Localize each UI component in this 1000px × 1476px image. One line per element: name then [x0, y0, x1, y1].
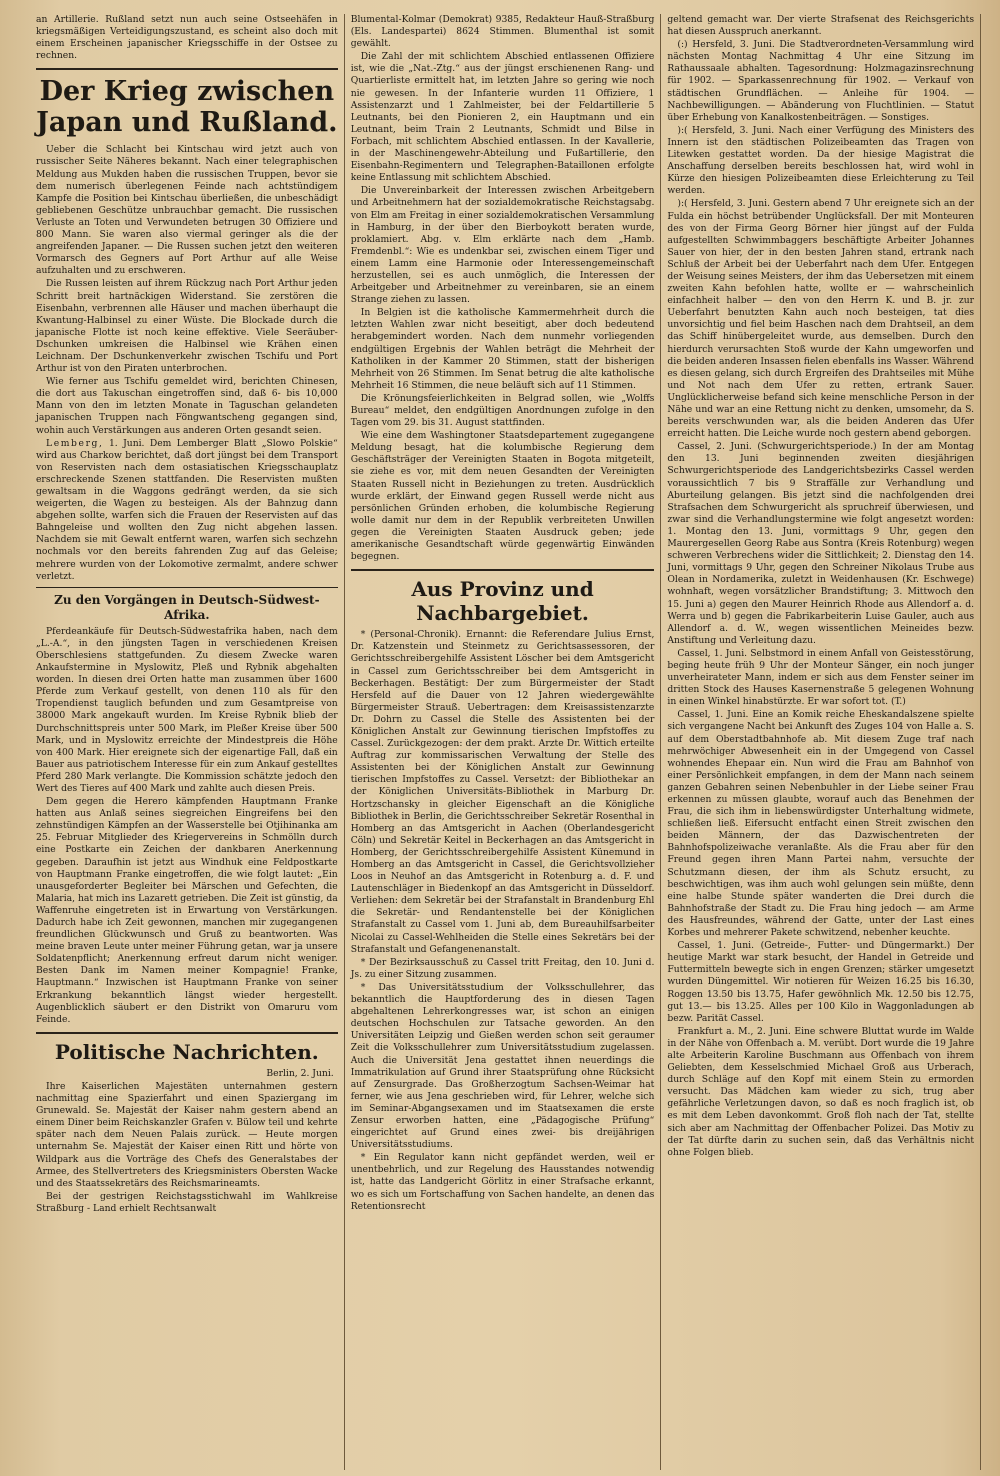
paragraph: In Belgien ist die katholische Kammermehrheit durch die letzten Wahlen zwar nicht beseitigt, aber doch bedeutend herabgemindert worden. Nach dem nunmehr vorliegenden endgültigen Ergebnis der Wahlen beträgt die Mehrheit der Katholiken in der Kammer 20 Stimmen, statt der bisherigen Mehrheit von 26 Stimmen. Im Senat betrug die alte katholische Mehrheit 16 Stimmen, die neue beläuft sich auf 11 Stimmen. [350, 307, 655, 391]
dateline: Berlin, 2. Juni. [266, 1067, 334, 1079]
paragraph: Pferdeankäufe für Deutsch-Südwestafrika haben, nach dem „L.-A.“, in den jüngsten Tagen in verschiedenen Kreisen Oberschlesiens stattgefunden. Zu diesem Zwecke waren Ankaufstermine in Myslowitz, Pleß und Rybnik abgehalten worden. In diesen drei Orten hatte man zusammen über 1600 Pferde zum Verkauf gestellt, von denen 110 als für den Tropendienst tauglich befunden und zum Gesamtpreise von 38000 Mark angekauft wurden. Im Kreise Rybnik blieb der Durchschnittspreis unter 500 Mark, im Pleßer Kreise über 500 Mark, und in Myslowitz erreichte der Mindestpreis die Höhe von 400 Mark. Hier ereignete sich der eigenartige Fall, daß ein Bauer aus patriotischem Interesse für ein zum Ankauf gestelltes Pferd 280 Mark verlangte. Die Kommission schätzte jedoch den Wert des Tieres auf 400 Mark und zahlte auch diesen Preis. [36, 625, 338, 794]
paragraph: Cassel, 1. Juni. (Getreide-, Futter- und Düngermarkt.) Der heutige Markt war stark besucht, der Handel in Getreide und Futtermitteln bewegte sich in engen Grenzen; stärker umgesetzt wurden Düngemittel. Wir notieren für Weizen 16.25 bis 16.30, Roggen 13.50 bis 13.75, Hafer gewöhnlich Mk. 12.50 bis 12.75, gut 13.— bis 13.25. Alles per 100 Kilo in Waggonladungen ab bezw. Parität Cassel. [667, 940, 975, 1024]
headline-political-news: Politische Nachrichten. [36, 1032, 338, 1064]
paragraph: * Das Universitätsstudium der Volksschullehrer, das bekanntlich die Hauptforderung des in diesen Tagen abgehaltenen Lehrerkongresses war, ist schon an einigen deutschen Hochschulen zur Tatsache geworden. An den Universitäten Leipzig und Gießen werden schon seit geraumer Zeit die Volksschullehrer zum Universitätsstudium zugelassen. Auch die Universität Jena gestattet ihnen neuerdings die Immatrikulation auf Grund ihrer Staatsprüfung ohne Rücksicht auf Zensurgrade. Das Großherzogtum Sachsen-Weimar hat ferner, wie aus Jena geschrieben wird, für Lehrer, welche sich im Seminar-Abgangsexamen und im Staatsexamen die erste Zensur erworben hatten, eine „Pädagogische Prüfung“ eingerichtet auf Grund eines zwei- bis dreijährigen Universitätsstudiums. [350, 981, 655, 1151]
column-2 [344, 14, 661, 1470]
paragraph: Die Krönungsfeierlichkeiten in Belgrad sollen, wie „Wolffs Bureau“ meldet, den endgültigen Anordnungen zufolge in den Tagen vom 29. bis 31. August stattfinden. [350, 392, 655, 429]
paragraph: Frankfurt a. M., 2. Juni. Eine schwere Bluttat wurde im Walde in der Nähe von Offenbach a. M. verübt. Dort wurde die 19 Jahre alte Arbeiterin Karoline Buschmann aus Offenbach von ihrem Geliebten, dem Kesselschmied Michael Groß aus Urberach, durch Schläge auf den Kopf mit einem Stein zu ermorden versucht. Das Mädchen kam wieder zu sich, trug aber gefährliche Verletzungen davon, so daß es noch fraglich ist, ob es mit dem Leben davonkommt. Groß floh nach der Tat, stellte sich aber am Nachmittag der Offenbacher Polizei. Das Motiv zu der Tat dürfte darin zu suchen sein, daß das Verhältnis nicht ohne Folgen blieb. [667, 1025, 975, 1158]
article-continuation: an Artillerie. Rußland setzt nun auch seine Ostseehäfen in kriegsmäßigen Verteidigungszustand, es scheint also doch mit einem Erscheinen japanischer Kriegsschiffe in der Ostsee zu rechnen. [36, 14, 338, 62]
paragraph: Die Russen leisten auf ihrem Rückzug nach Port Arthur jeden Schritt breit hartnäckigen Widerstand. Sie zerstören die Eisenbahn, verbrennen alle Häuser und machen überhaupt die Kwantung-Halbinsel zu einer Wüste. Die Blockade durch die japanische Flotte ist noch keine effektive. Viele Seeräuber-Dschunken umkreisen die Halbinsel wie Krähen einen Leichnam. Der Dschunkenverkehr zwischen Tschifu und Port Arthur ist von den Piraten unterbrochen. [36, 278, 338, 375]
paragraph: ):( Hersfeld, 3. Juni. Nach einer Verfügung des Ministers des Innern ist den städtischen Polizeibeamten das Tragen von Litewken gestattet worden. Da der hiesige Magistrat die Anschaffung derselben bereits beschlossen hat, wird wohl in Kürze den hiesigen Polizeibeamten diese Erleichterung zu Teil werden. [667, 124, 975, 197]
article-continuation: geltend gemacht war. Der vierte Strafsenat des Reichsgerichts hat diesen Ausspruch anerkannt. [667, 14, 975, 38]
headline-province: Aus Provinz und Nachbargebiet. [351, 569, 655, 625]
cropped-next-column [980, 14, 992, 1470]
paragraph: * (Personal-Chronik). Ernannt: die Referendare Julius Ernst, Dr. Katzenstein und Steinmetz zu Gerichtsassessoren, der Gerichtsschreibergehilfe Assistent Löscher bei dem Amtsgericht in Cassel zum Gerichtsschreiber bei dem Amtsgericht in Beckerhagen. Bestätigt: Der zum Bürgermeister der Stadt Hersfeld auf die Dauer von 12 Jahren wiedergewählte Bürgermeister Strauß. Uebertragen: dem Kreisassistenzarzte Dr. Dohrn zu Cassel die Stelle des Assistenten bei der Königlichen Anstalt zur Gewinnung tierischen Impfstoffes zu Cassel. Zurückgezogen: der dem prakt. Arzte Dr. Wittich erteilte Auftrag zur kommissarischen Verwaltung der Stelle des Assistenten bei der Königlichen Anstalt zur Gewinnung tierischen Impfstoffes zu Cassel. Versetzt: der Bibliothekar an der Königlichen Universitäts-Bibliothek in Marburg Dr. Hortzschansky in gleicher Eigenschaft an die Königliche Bibliothek in Berlin, die Gerichtsschreiber Sekretär Rosenthal in Homberg an das Amtsgericht in Aachen (Oberlandesgericht Cöln) und Sekretär Keitel in Beckerhagen an das Amtsgericht in Homberg, der Gerichtsschreibergehilfe Assistent Künemund in Homberg an das Amtsgericht in Cassel, die Gerichtsvollzieher Loos in Neuhof an das Amtsgericht in Rotenburg a. d. F. und Lautenschläger in Biedenkopf an das Amtsgericht in Düsseldorf. Verliehen: dem Sekretär bei der Strafanstalt in Brandenburg Ehl die Sekretär- und Rendantenstelle bei der Königlichen Strafanstalt zu Cassel vom 1. Juni ab, dem Bureauhilfsarbeiter Nicolai zu Cassel-Wehlheiden die Stelle eines Sekretärs bei der Strafanstalt und Gefangenenanstalt. [350, 629, 655, 955]
paragraph: * Ein Regulator kann nicht gepfändet werden, weil er unentbehrlich, und zur Regelung des Hausstandes notwendig ist, hatte das Landgericht Görlitz in einer Strafsache erkannt, wo es sich um Fortschaffung von Sachen handelte, an denen das Retentionsrecht [350, 1152, 655, 1212]
paragraph: (:) Hersfeld, 3. Juni. Die Stadtverordneten-Versammlung wird nächsten Montag Nachmittag 4 Uhr eine Sitzung im Rathaussaale abhalten. Tagesordnung: Holzmagazinsrechnung für 1902. — Sparkassenrechnung für 1902. — Verkauf von städtischen Grundflächen. — Anleihe für 1904. — Nachbewilligungen. — Abänderung von Fluchtlinien. — Statut über Erhebung von Kanalkostenbeiträgen. — Sonstiges. [667, 39, 975, 123]
headline-war: Der Krieg zwischen Japan und Rußland. [36, 68, 338, 138]
column-1 [30, 14, 344, 1470]
paragraph [36, 438, 338, 583]
paragraph: Wie ferner aus Tschifu gemeldet wird, berichten Chinesen, die dort aus Takuschan eingetroffen sind, daß 6- bis 10,000 Mann von den im letzten Monate in Taguschan gelandeten japanischen Truppen nach Föngwantscheng gegangen sind, wohin auch Verstärkungen aus anderen Orten gesandt seien. [36, 376, 338, 436]
paragraph: Ihre Kaiserlichen Majestäten unternahmen gestern nachmittag eine Spazierfahrt und einen Spaziergang im Grunewald. Se. Majestät der Kaiser nahm gestern abend an einem Diner beim Reichskanzler Grafen v. Bülow teil und kehrte später nach dem Neuen Palais zurück. — Heute morgen unternahm Se. Majestät der Kaiser einen Ritt und hörte von Wildpark aus die Vorträge des Chefs des Generalstabes der Armee, des Stellvertreters des Kriegsministers Obersten Wacke und des Staatssekretärs des Reichsmarineamts. [36, 1080, 338, 1189]
columns [30, 14, 992, 1470]
article-continuation: Blumental-Kolmar (Demokrat) 9385, Redakteur Hauß-Straßburg (Els. Landespartei) 8624 Stimmen. Blumenthal ist somit gewählt. [350, 14, 655, 50]
subheadline-southwest-africa: Zu den Vorgängen in Deutsch-Südwest-Afrika. [36, 587, 338, 623]
paragraph: Wie eine dem Washingtoner Staatsdepartement zugegangene Meldung besagt, hat die kolumbische Regierung dem Geschäftsträger der Vereinigten Staaten in Bogota mitgeteilt, sie ziehe es vor, mit dem neuen Gesandten der Vereinigten Staaten Russell nicht in Beziehungen zu treten. Ausdrücklich wurde erklärt, der Einwand gegen Russell werde nicht aus persönlichen Gründen erhoben, die kolumbische Regierung wolle damit nur dem in der Republik verbreiteten Unwillen gegen die Vereinigten Staaten Ausdruck geben; jede amerikanische Gesandtschaft würde gegenwärtig Einwänden begegnen. [350, 430, 655, 563]
paragraph: Dem gegen die Herero kämpfenden Hauptmann Franke hatten aus Anlaß seines siegreichen Eingreifens bei den zehnstündigen Kämpfen an der Wasserstelle bei Otjihinanka am 25. Februar Mitglieder des Kriegervereins in Schmölln durch eine Postkarte ein Zeichen der dankbaren Anerkennung gegeben. Daraufhin ist jetzt aus Windhuk eine Feldpostkarte von Hauptmann Franke eingetroffen, die wie folgt lautet: „Ein unausgeforderter Begleiter bei Märschen und Gefechten, die Malaria, hat mich ins Lazarett getrieben. Die Zeit ist günstig, da Waffenruhe eingetreten ist in Erwartung von Verstärkungen. Dadurch habe ich Zeit gewonnen, manchen mir zugegangenen freundlichen Glückwunsch und Gruß zu beantworten. Was meine braven Leute unter meiner Führung getan, war ja unsere Soldatenpflicht; Anerkennung erfreut darum nicht weniger. Besten Dank im Namen meiner Kompagnie! Franke, Hauptmann.“ Inzwischen ist Hauptmann Franke von seiner Erkrankung bekanntlich längst wieder hergestellt. Augenblicklich säubert er den Distrikt von Omaruru vom Feinde. [36, 796, 338, 1025]
paragraph: * Der Bezirksausschuß zu Cassel tritt Freitag, den 10. Juni d. Js. zu einer Sitzung zusammen. [350, 956, 655, 980]
paragraph-text: 1. Juni. Dem Lemberger Blatt „Slowo Polskie“ wird aus Charkow berichtet, daß dort jüngst bei dem Transport von Reservisten nach dem ostasiatischen Kriegsschauplatz erschreckende Szenen stattfanden. Die Reservisten mußten gewaltsam in die Waggons gedrängt werden, da sie sich weigerten, die Wagen zu besteigen. Als der Bahnzug dann abgehen sollte, warfen sich die Frauen der Reservisten auf das Bahngeleise und wollten den Zug nicht abgehen lassen. Nachdem sie mit Gewalt entfernt waren, warfen sich sechzehn nochmals vor den bereits fahrenden Zug auf das Geleise; mehrere wurden von der Lokomotive zermalmt, andere schwer verletzt. [36, 437, 338, 582]
paragraph: Die Unvereinbarkeit der Interessen zwischen Arbeitgebern und Arbeitnehmern hat der sozialdemokratische Reichstagsabg. von Elm am Freitag in einer sozialdemokratischen Versammlung in Hamburg, in der über den Bierboykott beraten wurde, proklamiert. Abg. v. Elm erklärte nach dem „Hamb. Fremdenbl.“: Wie es undenkbar sei, zwischen einem Tiger und einem Lamm eine Harmonie oder Interessengemeinschaft herzustellen, sei es auch unmöglich, die Interessen der Arbeitgeber und Arbeitnehmer zu vereinbaren, sie an einem Strange ziehen zu lassen. [350, 185, 655, 306]
paragraph: Cassel, 1. Juni. Selbstmord in einem Anfall von Geistesstörung, beging heute früh 9 Uhr der Monteur Sänger, ein noch junger unverheirateter Mann, indem er sich aus dem Fenster seiner im dritten Stock des Hauses Kasernenstraße 5 gelegenen Wohnung in einen Winkel hinabstürzte. Er war sofort tot. (T.) [667, 647, 975, 708]
dateline-place: Lemberg, [46, 437, 104, 449]
column-3 [660, 14, 980, 1470]
paragraph: Cassel, 1. Juni. Eine an Komik reiche Eheskandalszene spielte sich vergangene Nacht bei Ankunft des Zuges 104 von Halle a. S. auf dem Oberstadtbahnhofe ab. Mit diesem Zuge traf nach mehrwöchiger Abwesenheit ein in der Umgegend von Cassel wohnendes Ehepaar ein. Nun wird die Frau am Bahnhof von einer Persönlichkeit empfangen, in dem der Mann nach seinem ganzen Gebahren seinen Nebenbuhler in der Liebe seiner Frau erkennen zu müssen glaubte, worauf auch das Benehmen der Frau, die sich ihm in liebenswürdigster Unterhaltung widmete, schließen ließ. Eifersucht entfacht einen Streit zwischen den beiden Männern, der das Dazwischentreten der Bahnhofspolizeiwache veranlaßte. Als die Frau aber für den Freund gegen ihren Mann Partei nahm, versuchte der Schutzmann diesen, der ihm als Schutz ersucht, zu beschwichtigen, was ihm auch wohl gelungen sein müßte, denn eine halbe Stunde später wanderten die Drei durch die Bahnhofstraße der Stadt zu. Die Frau hing jedoch — am Arme des Hausfreundes, während der Gatte, unter der Last eines Korbes und mehrerer Pakete schwitzend, nebenher keuchte. [667, 709, 975, 939]
paragraph: Die Zahl der mit schlichtem Abschied entlassenen Offiziere ist, wie die „Nat.-Ztg.“ aus der jüngst erschienenen Rang- und Quartierliste ermittelt hat, im letzten Jahre so gering wie noch nie gewesen. In der Infanterie wurden 11 Offiziere, 1 Assistenzarzt und 1 Zahlmeister, bei der Feldartillerie 5 Leutnants, bei den Pionieren 2, ein Hauptmann und ein Leutnant, beim Train 2 Leutnants, Schmidt und Bilse in Forbach, mit schlichtem Abschied entlassen. In der Kavallerie, in der Maschinengewehr-Abteilung und Fußartillerie, den Eisenbahn-Regimentern und Telegraphen-Bataillonen erfolgte keine Entlassung mit schlichtem Abschied. [350, 51, 655, 184]
paragraph: Ueber die Schlacht bei Kintschau wird jetzt auch von russischer Seite Näheres bekannt. Nach einer telegraphischen Meldung aus Mukden haben die russischen Truppen, bevor sie dem numerisch überlegenen Feinde nach achtstündigem Kampfe die Position bei Kintschau überließen, die unbeschädigt gebliebenen Geschütze unbrauchbar gemacht. Die russischen Verluste an Toten und Verwundeten betrugen 30 Offiziere und 800 Mann. Sie waren also viermal geringer als die der angreifenden Japaner. — Die Russen suchen jetzt den weiteren Vormarsch des Gegners auf Port Arthur auf alle Weise aufzuhalten und zu erschweren. [36, 144, 338, 277]
paragraph: Bei der gestrigen Reichstagsstichwahl im Wahlkreise Straßburg - Land erhielt Rechtsanwalt [36, 1190, 338, 1214]
paragraph: Cassel, 2. Juni. (Schwurgerichtsperiode.) In der am Montag den 13. Juni beginnenden zweiten diesjährigen Schwurgerichtsperiode des Landgerichtsbezirks Cassel werden voraussichtlich 7 bis 9 Straffälle zur Verhandlung und Aburteilung gelangen. Bis jetzt sind die nachfolgenden drei Strafsachen dem Schwurgericht als spruchreif überwiesen, und zwar sind die Verhandlungstermine wie folgt angesetzt worden: 1. Montag den 13. Juni, vormittags 9 Uhr, gegen den Maurergesellen Georg Rabe aus Sontra (Kreis Rotenburg) wegen schweren Verbrechens wider die Sittlichkeit; 2. Dienstag den 14. Juni, vormittags 9 Uhr, gegen den Schreiner Nikolaus Trube aus Olean in Nordamerika, zuletzt in Weidenhausen (Kr. Eschwege) wohnhaft, wegen vorsätzlicher Brandstiftung; 3. Mittwoch den 15. Juni a) gegen den Maurer Heinrich Rhode aus Allendorf a. d. Werra und b) gegen die Fabrikarbeiterin Luise Gauler, auch aus Allendorf a. d. W., wegen wissentlichen Meineides bezw. Anstiftung und Verleitung dazu. [667, 441, 975, 646]
paragraph: ):( Hersfeld, 3. Juni. Gestern abend 7 Uhr ereignete sich an der Fulda ein höchst betrübender Unglücksfall. Der mit Monteuren des von der Firma Georg Börner hier jüngst auf der Fulda aufgestellten Schwimmbaggers beschäftigte Arbeiter Johannes Sauer von hier, der in den besten Jahren stand, ertrank nach Schluß der Arbeit bei der Ueberfahrt nach dem Ufer. Entgegen der Weisung seines Meisters, der ihm das Uebersetzen mit einem zweiten Kahn befohlen hatte, wollte er — wahrscheinlich einfachheit halber — den von den Herrn K. und B. jr. zur Ueberfahrt benutzten Kahn auch noch besteigen, tat dies unvorsichtig und fiel beim Haschen nach dem Drahtseil, an dem das Schiff hinübergeleitet wurde, aus demselben. Durch den hierdurch verursachten Stoß wurde der Kahn umgeworfen und die beiden anderen Insassen fielen ebenfalls ins Wasser. Während es diesen gelang, sich durch Ergreifen des Drahtseiles mit Mühe und Not nach dem Ufer zu retten, ertrank Sauer. Unglücklicherweise befand sich keine menschliche Person in der Nähe und war an eine Rettung nicht zu denken, umsomehr, da S. bereits verschwunden war, als die beiden Anderen das Ufer erreicht hatten. Die Leiche wurde noch gestern abend geborgen. [667, 198, 975, 440]
